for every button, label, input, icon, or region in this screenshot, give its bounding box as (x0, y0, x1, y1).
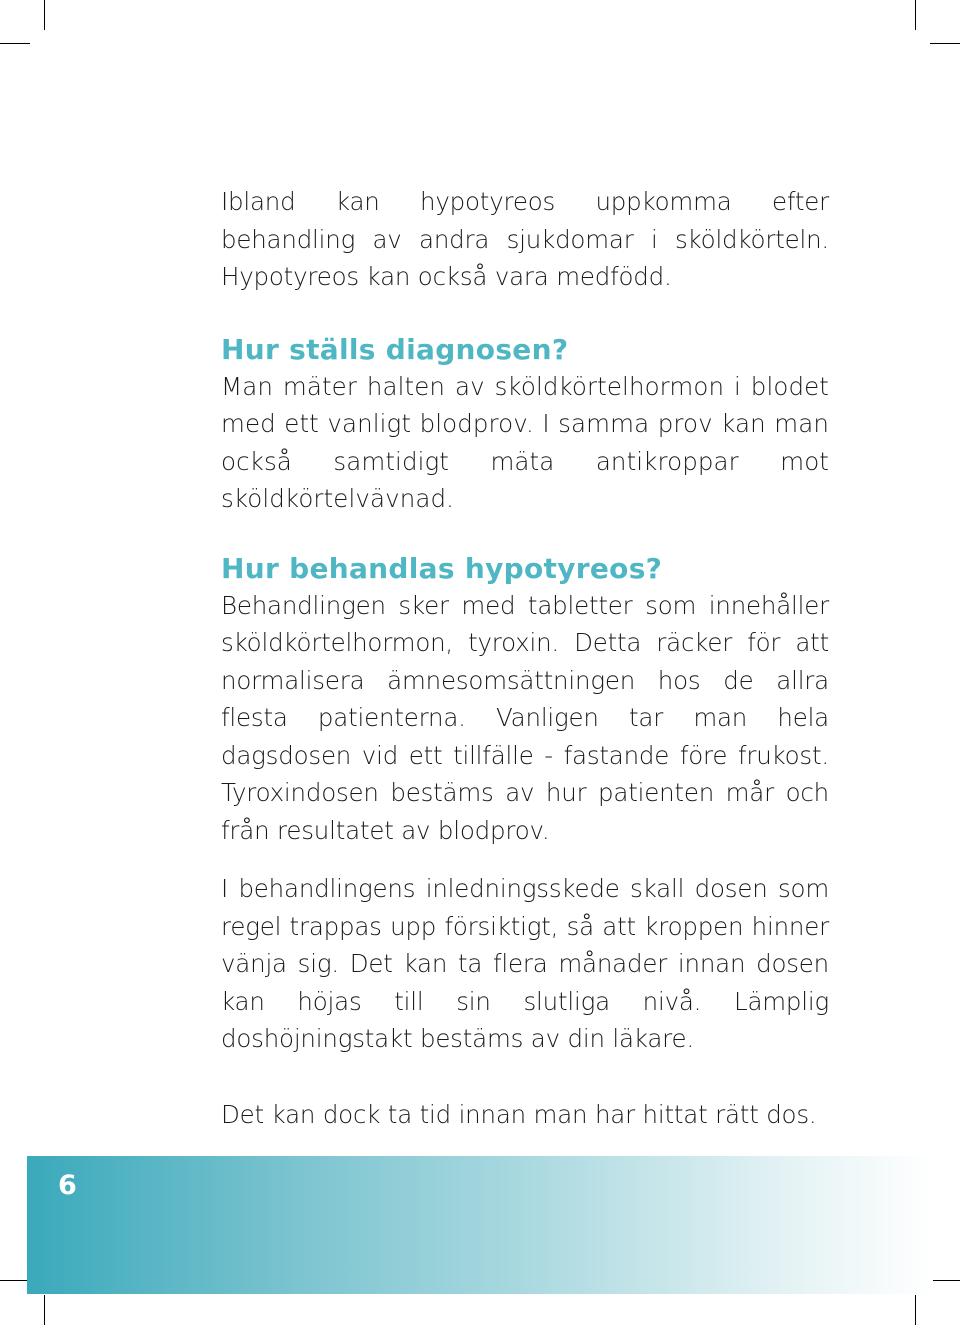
crop-mark-top-right-horizontal (930, 43, 960, 44)
diagnosis-paragraph: Man mäter halten av sköldkörtelhormon i blodet med ett vanligt blodprov. I samma prov kan man också samtidigt mäta antikroppar mot sköldkörtelvävnad. (221, 371, 829, 513)
crop-mark-bottom-left-horizontal (0, 1280, 30, 1281)
intro-paragraph: Ibland kan hypotyreos uppkomma efter behandling av andra sjukdomar i sköldkörteln. Hypotyreos kan också vara medfödd. (221, 187, 829, 291)
crop-mark-bottom-right-vertical (915, 1295, 916, 1325)
footer-band (27, 1156, 933, 1294)
section-heading-treatment: Hur behandlas hypotyreos? (221, 551, 663, 585)
treatment-paragraph: Behandlingen sker med tabletter som innehåller sköldkörtelhormon, tyroxin. Detta räcker för att normalisera ämnesomsättningen hos de allra flesta patienterna. Vanligen tar man hela dagsdosen vid ett tillfälle - fastande före frukost. Tyroxindosen bestäms av hur patienten mår och från resultatet av blodprov. (221, 590, 829, 845)
page-content (221, 183, 829, 1133)
section-heading-diagnosis: Hur ställs diagnosen? (221, 332, 569, 366)
page-number: 6 (58, 1170, 77, 1201)
crop-mark-top-right-vertical (915, 0, 916, 30)
crop-mark-top-left-vertical (44, 0, 45, 30)
crop-mark-top-left-horizontal (0, 43, 30, 44)
crop-mark-bottom-right-horizontal (930, 1280, 960, 1281)
dose-escalation-paragraph: I behandlingens inledningsskede skall dosen som regel trappas upp försiktigt, så att kroppen hinner vänja sig. Det kan ta flera månader innan dosen kan höjas till sin slutliga nivå. Lämplig doshöjningstakt bestäms av din läkare. (221, 874, 829, 1053)
closing-paragraph: Det kan dock ta tid innan man har hittat rätt dos. (221, 1099, 817, 1129)
crop-mark-bottom-left-vertical (44, 1295, 45, 1325)
